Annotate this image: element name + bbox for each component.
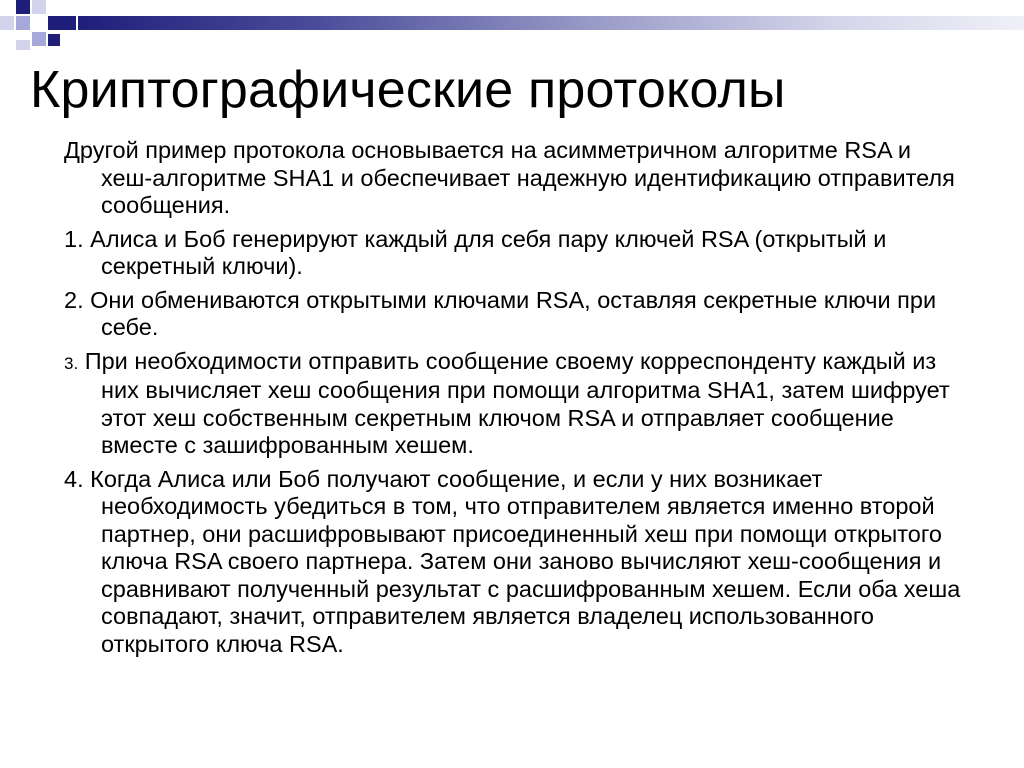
step-text: Они обмениваются открытыми ключами RSA, оставляя секретные ключи при себе. <box>90 286 937 340</box>
ornament-square-icon <box>0 16 14 30</box>
step-text: Алиса и Боб генерируют каждый для себя пару ключей RSA (открытый и секретный ключи). <box>90 225 887 279</box>
step-item <box>64 348 964 460</box>
step-number: 2. <box>64 286 84 313</box>
ornament-square-icon <box>16 16 30 30</box>
step-item <box>64 466 964 659</box>
ornament-square-icon <box>48 16 62 30</box>
ornament-square-icon <box>16 40 30 50</box>
step-item <box>64 226 964 281</box>
ornament-square-icon <box>32 0 46 14</box>
step-text: Когда Алиса или Боб получают сообщение, и если у них возникает необходимость убедиться в том, что отправителем является именно второй партнер, они расшифровывают присоединенный хеш при помощи открытого ключа RSA своего партнера. Затем они заново вычисляют хеш-сообщения и сравнивают полученный результат с расшифрованным хешем. Если оба хеша совпадают, значит, отправителем является владелец использованного открытого ключа RSA. <box>90 465 961 657</box>
step-text: При необходимости отправить сообщение своему корреспонденту каждый из них вычисляет хеш сообщения при помощи алгоритма SHA1, затем шифрует этот хеш собственным секретным ключом RSA и отправляет сообщение вместе с зашифрованным хешем. <box>84 347 950 458</box>
slide-body <box>64 137 964 664</box>
gradient-bar <box>78 16 1024 30</box>
step-number: 1. <box>64 225 84 252</box>
step-item <box>64 287 964 342</box>
ornament-square-icon <box>62 16 76 30</box>
intro-paragraph: Другой пример протокола основывается на асимметричном алгоритме RSA и хеш-алгоритме SHA1 и обеспечивает надежную идентификацию отправителя сообщения. <box>64 137 955 218</box>
ornament-square-icon <box>32 32 46 46</box>
ornament-square-icon <box>16 0 30 14</box>
ornament-square-icon <box>48 34 60 46</box>
step-number: 3. <box>64 353 79 373</box>
step-number: 4. <box>64 465 84 492</box>
header-ornament <box>0 0 1024 60</box>
slide-title: Криптографические протоколы <box>30 61 786 119</box>
